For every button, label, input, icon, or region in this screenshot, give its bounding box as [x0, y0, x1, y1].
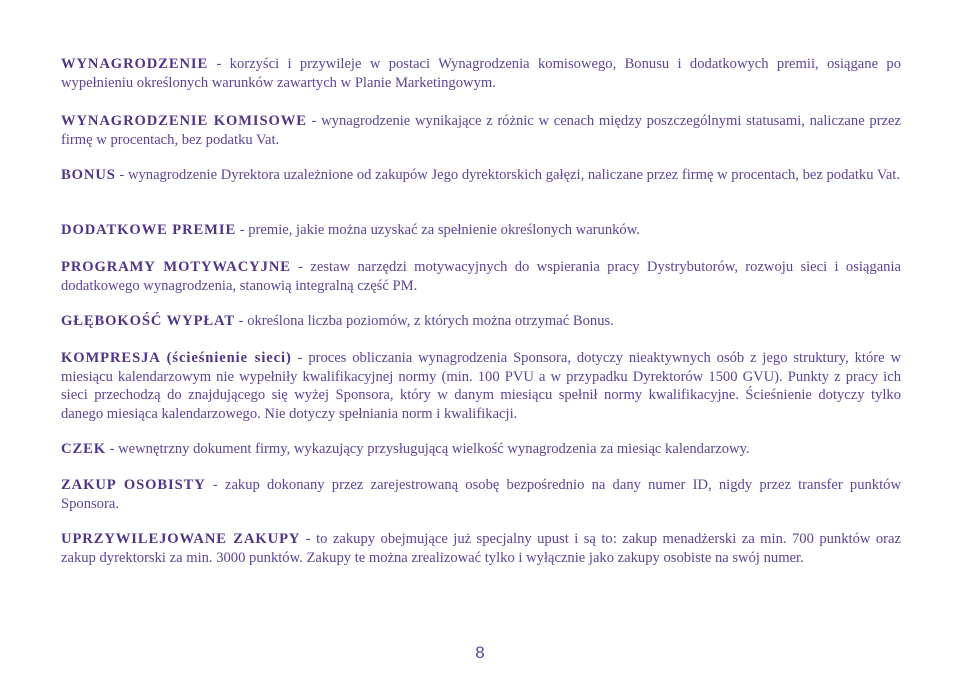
glossary-entry-czek: [61, 440, 901, 459]
glossary-term: WYNAGRODZENIE KOMISOWE: [61, 113, 307, 129]
glossary-entry-uprzywilejowane-zakupy: [61, 530, 901, 567]
document-page: [61, 0, 901, 693]
glossary-entry-wynagrodzenie: [61, 55, 901, 92]
glossary-term: KOMPRESJA (ścieśnienie sieci): [61, 350, 292, 366]
glossary-definition: - zestaw narzędzi motywacyjnych do wspierania pracy Dystrybutorów, rozwoju sieci i osiągania dodatkowego wynagrodzenia, stanowią integralną część PM.: [61, 259, 902, 294]
glossary-definition: - proces obliczania wynagrodzenia Sponsora, dotyczy nieaktywnych osób z jego struktury, które w miesiącu kalendarzowym nie wypełniły kwalifikacyjnej normy (min. 100 PVU a w przypadku Dyrektorów 1500 GVU). Punkty z pracy ich sieci przechodzą do znajdującego się wyżej Sponsora, który w danym miesiącu spełnił normy kwalifikacyjne. Ścieśnienie dotyczy tylko danego miesiąca kalendarzowego. Nie dotyczy spełniania norm i kwalifikacji.: [61, 350, 901, 422]
glossary-term: WYNAGRODZENIE: [61, 56, 209, 72]
glossary-definition: - premie, jakie można uzyskać za spełnienie określonych warunków.: [236, 222, 640, 238]
glossary-definition: - wynagrodzenie Dyrektora uzależnione od zakupów Jego dyrektorskich gałęzi, naliczane przez firmę w procentach, bez podatku Vat.: [115, 167, 900, 183]
glossary-entry-wynagrodzenie-komisowe: [61, 112, 901, 149]
glossary-definition: - zakup dokonany przez zarejestrowaną osobę bezpośrednio na dany numer ID, nigdy przez transfer punktów Sponsora.: [61, 477, 901, 512]
glossary-entry-bonus: [61, 166, 901, 185]
glossary-term: UPRZYWILEJOWANE ZAKUPY: [61, 531, 301, 547]
glossary-term: BONUS: [61, 167, 116, 183]
glossary-term: GŁĘBOKOŚĆ WYPŁAT: [61, 313, 236, 329]
glossary-definition: - określona liczba poziomów, z których można otrzymać Bonus.: [235, 313, 614, 329]
glossary-definition: - korzyści i przywileje w postaci Wynagrodzenia komisowego, Bonusu i dodatkowych premii, osiągane po wypełnieniu określonych warunków zawartych w Planie Marketingowym.: [61, 56, 901, 91]
glossary-entry-dodatkowe-premie: [61, 221, 901, 240]
glossary-entry-glebokosc-wyplat: [61, 312, 901, 331]
glossary-entry-zakup-osobisty: [61, 476, 901, 513]
glossary-term: CZEK: [61, 441, 106, 457]
glossary-definition: - to zakupy obejmujące już specjalny upust i są to: zakup menadżerski za min. 700 punktów oraz zakup dyrektorski za min. 3000 punktów. Zakupy te można zrealizować tylko i wyłącznie jako zakupy osobiste na swój numer.: [61, 531, 901, 566]
glossary-term: PROGRAMY MOTYWACYJNE: [61, 259, 291, 275]
glossary-definition: - wynagrodzenie wynikające z różnic w cenach między poszczególnymi statusami, naliczane przez firmę w procentach, bez podatku Vat.: [61, 113, 901, 148]
page-number: 8: [475, 643, 485, 662]
glossary-definition: - wewnętrzny dokument firmy, wykazujący przysługującą wielkość wynagrodzenia za miesiąc kalendarzowy.: [105, 441, 750, 457]
glossary-term: ZAKUP OSOBISTY: [61, 477, 206, 493]
glossary-entry-kompresja: [61, 349, 901, 423]
glossary-term: DODATKOWE PREMIE: [61, 222, 237, 238]
glossary-entry-programy-motywacyjne: [61, 258, 901, 295]
